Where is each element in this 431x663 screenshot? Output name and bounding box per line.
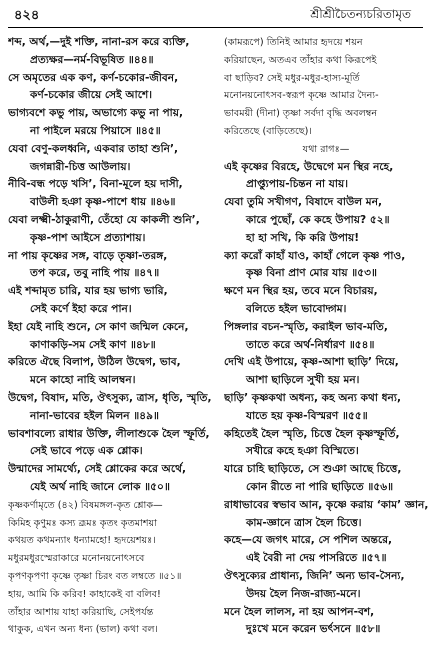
left-column-line: কথয়ত কথমন্যাং ধন্যামহো! হৃদয়েশয়ঃ। xyxy=(8,535,156,547)
right-column-line: সখীরে কহে হঞা বিস্মিতে। xyxy=(246,445,359,458)
left-column-line: সেই কর্ণে ইহা করে পান। xyxy=(30,302,132,315)
right-column-line: রাধাভাবের স্বভাব আন, কৃষ্ণে করায় ‘কাম’ জ্ঞান, xyxy=(224,498,428,511)
right-column-line: বলিতে হইল ভাবোদ্গম। xyxy=(246,302,347,315)
right-column-line: বা ছাড়িব? সেই মধুর-মধুর-হাস্য-মূর্তি xyxy=(224,72,360,84)
right-column-line: করিতেছে (বাড়িতেছে)। xyxy=(224,125,312,137)
left-column-line: কৃষ্ণ-পাশ আইসে প্রত্যাশায়। xyxy=(30,231,146,244)
right-column-line: হা হা সখি, কি করি উপায়! xyxy=(246,231,360,244)
left-column-line: হায়, আমি কি করিব! কাহাকেই বা বলিব! xyxy=(8,588,161,600)
right-column-line: যেবা তুমি সখীগণ, বিষাদে বাউল মন, xyxy=(224,196,383,209)
right-column-line: যথা রাগঃ— xyxy=(302,143,350,155)
page-number: ৪২৪ xyxy=(14,8,40,23)
left-column-line: মনে কাহো নাহি আলম্বন। xyxy=(30,374,136,387)
right-column-line: করিয়াছেন, অতএব তাঁহার কথা কিরূপেই xyxy=(224,54,377,66)
right-column-line: এই কৃষ্ণের বিরহে, উদ্বেগে মন স্থির নহে, xyxy=(224,160,394,173)
left-column-line: সে অমৃতের এক কণ, কর্ণ-চকোর-জীবন, xyxy=(8,71,179,84)
left-column-line: মধুরমধুরস্মেরাকারে মনোনয়নোৎসবে xyxy=(8,553,145,565)
left-column-line: এই শব্দামৃত চারি, যার হয় ভাগ্য ভারি, xyxy=(8,285,168,298)
right-column-line: তাতে করে অর্থ-নির্ধারণ ॥৫৪॥ xyxy=(246,338,375,351)
left-column-line: উদ্বেগ, বিষাদ, মতি, ঔৎসুক্য, ত্রাস, ধৃতি, স্মৃতি, xyxy=(8,391,212,404)
left-column-line: থাকুক, এখন অন্য ধন্য (ভাল) কথা বল। xyxy=(8,624,158,636)
right-column-line: ক্যা করোঁ কাহাঁ যাও, কাহাঁ গেলে কৃষ্ণ পাও, xyxy=(224,249,406,262)
left-column-line: তপ করে, তবু নাহি পায় ॥৪৭॥ xyxy=(30,267,160,280)
left-column-line: ইহা যেই নাহি শুনে, সে কাণ জন্মিল কেনে, xyxy=(8,320,189,333)
left-column-line: ভাগ্যবশে কভু পায়, অভাগ্যে কভু না পায়, xyxy=(8,107,184,120)
right-column-line: ঔৎসুক্যের প্রাধান্য, জিনি’ অন্য ভাব-সৈন্য, xyxy=(224,569,405,582)
right-column-line: উদয় হৈল নিজ-রাজ্য-মনে। xyxy=(246,587,361,600)
header-rule xyxy=(8,27,423,28)
right-column-line: পিঙ্গলার বচন-স্মৃতি, করাইল ভাব-মতি, xyxy=(224,320,388,333)
right-column-line: মনোনয়নোৎসব-স্বরূপ কৃষ্ণে আমার দৈন্য- xyxy=(224,90,379,102)
right-column-line: কহে—যে জগৎ মারে, সে পশিল অন্তরে, xyxy=(224,534,393,547)
left-column-line: কৃষ্ণকর্ণামৃতে (৪২) বিষমঙ্গল-কৃত শ্লোক— xyxy=(8,499,163,511)
right-column-line: আশা ছাড়িলে সুখী হয় মন। xyxy=(246,374,360,387)
right-column-line: কোন রীতে না পারি ছাড়িতে ॥৫৬॥ xyxy=(246,480,394,493)
left-column-line: বাউলী হঞা কৃষ্ণ-পাশে ধায় ॥৪৬॥ xyxy=(30,196,176,209)
left-column-line: তাঁহার আশায় যাহা করিয়াছি, সেইপর্যন্ত xyxy=(8,606,154,618)
right-column-line: কাম-জ্ঞানে ত্রাস হৈল চিত্তে। xyxy=(246,516,362,529)
right-column-line: এই বৈরী না দেয় পাসরিতে ॥৫৭॥ xyxy=(246,552,387,565)
right-column-line: প্রাপ্ত্যুপায়-চিন্তন না যায়। xyxy=(246,178,349,191)
left-column-line: কাণাকড়ি-সম সেই কাণ ॥৪৮॥ xyxy=(30,338,156,351)
left-column xyxy=(8,34,220,639)
left-column-line: প্রত্যক্ষর—নর্ম-বিভূষিত ॥৪৪॥ xyxy=(30,53,154,66)
left-column-line: না পায় কৃষ্ণের সঙ্গ, বাড়ে তৃষ্ণা-তরঙ্গ, xyxy=(8,249,168,262)
left-column-line: না পাইলে মরয়ে পিয়াসে ॥৪৫॥ xyxy=(30,124,161,137)
left-column-line: ভাবশাবল্যে রাধার উক্তি, লীলাশুকে হৈল স্ফূর্তি, xyxy=(8,427,210,440)
left-column-line: কৃপণকৃপণা কৃষ্ণে তৃষ্ণা চিরং বত লম্বতে ॥৫১॥ xyxy=(8,570,182,582)
left-column-line: নানা-ভাবের হইল মিলন ॥৪৯॥ xyxy=(30,409,160,422)
right-column-line: ছাড়ি’ কৃষ্ণকথা অধন্য, কহ অন্য কথা ধন্য, xyxy=(224,391,401,404)
right-column-line: যাতে হয় কৃষ্ণ-বিস্মরণ ॥৫৫॥ xyxy=(246,409,368,422)
right-column-line: যারে চাহি ছাড়িতে, সে শুঞা আছে চিত্তে, xyxy=(224,463,402,476)
right-column-line: মনে হৈল লালস, না হয় আপন-বশ, xyxy=(224,605,375,618)
left-column-line: করিতে ঐছে বিলাপ, উঠিল উদ্বেগ, ভাব, xyxy=(8,356,181,369)
left-column-line: যেই অর্থ নাহি জানে লোক ॥৫০॥ xyxy=(30,480,170,493)
running-title: শ্রীশ্রীচৈতন্যচরিতামৃত xyxy=(310,7,411,21)
right-column-line: কৃষ্ণ বিনা প্রাণ মোর যায় ॥৫৩॥ xyxy=(246,267,378,280)
right-column-line: দুঃখে মনে করেন ভর্ৎসনে ॥৫৮॥ xyxy=(246,623,381,636)
left-column-line: জগন্নারী-চিত্ত আউলায়। xyxy=(30,160,131,173)
left-column-line: সেই ভাবে পড়ে এক শ্লোক। xyxy=(30,445,143,458)
right-column-line: কহিতেই হৈল স্মৃতি, চিত্তে হৈল কৃষ্ণস্ফূর্তি, xyxy=(224,427,400,440)
left-column-line: উন্মাদের সামর্থ্যে, সেই শ্লোকের করে অর্থে, xyxy=(8,463,186,476)
right-column xyxy=(224,34,428,639)
left-column-line: শব্দ, অর্থ,—দুই শক্তি, নানা-রস করে ব্যক্তি, xyxy=(8,36,190,48)
right-column-line: ক্ষণে মন স্থির হয়, তবে মনে বিচারয়, xyxy=(224,285,378,298)
left-column-line: কিমিহ কৃণুমঃ কস্য ব্রূমঃ কৃতং কৃতমাশয়া xyxy=(8,517,157,529)
left-column-line: যেবা লক্ষ্মী-ঠাকুরাণী, তেঁহো যে কাকলী শুনি’, xyxy=(8,213,200,226)
right-column-line: (কামরূপে) তিনিই আমার হৃদয়ে শয়ন xyxy=(224,37,363,48)
right-column-line: ভাবময়ী (দীনা) তৃষ্ণা সর্বদা বৃদ্ধি অবলম্বন xyxy=(224,108,378,120)
right-column-line: কারে পুছোঁ, কে কহে উপায়? ৫২॥ xyxy=(246,213,390,226)
left-column-line: কর্ণ-চকোর জীয়ে সেই আশে। xyxy=(30,89,153,102)
page-header xyxy=(8,4,423,26)
left-column-line: যেবা বেণু-কলধ্বনি, একবার তাহা শুনি’, xyxy=(8,142,179,155)
left-column-line: নীবি-বন্ধ পড়ে খসি’, বিনা-মূলে হয় দাসী, xyxy=(8,178,183,191)
right-column-line: দেখি এই উপায়ে, কৃষ্ণ-আশা ছাড়ি’ দিয়ে, xyxy=(224,356,399,369)
